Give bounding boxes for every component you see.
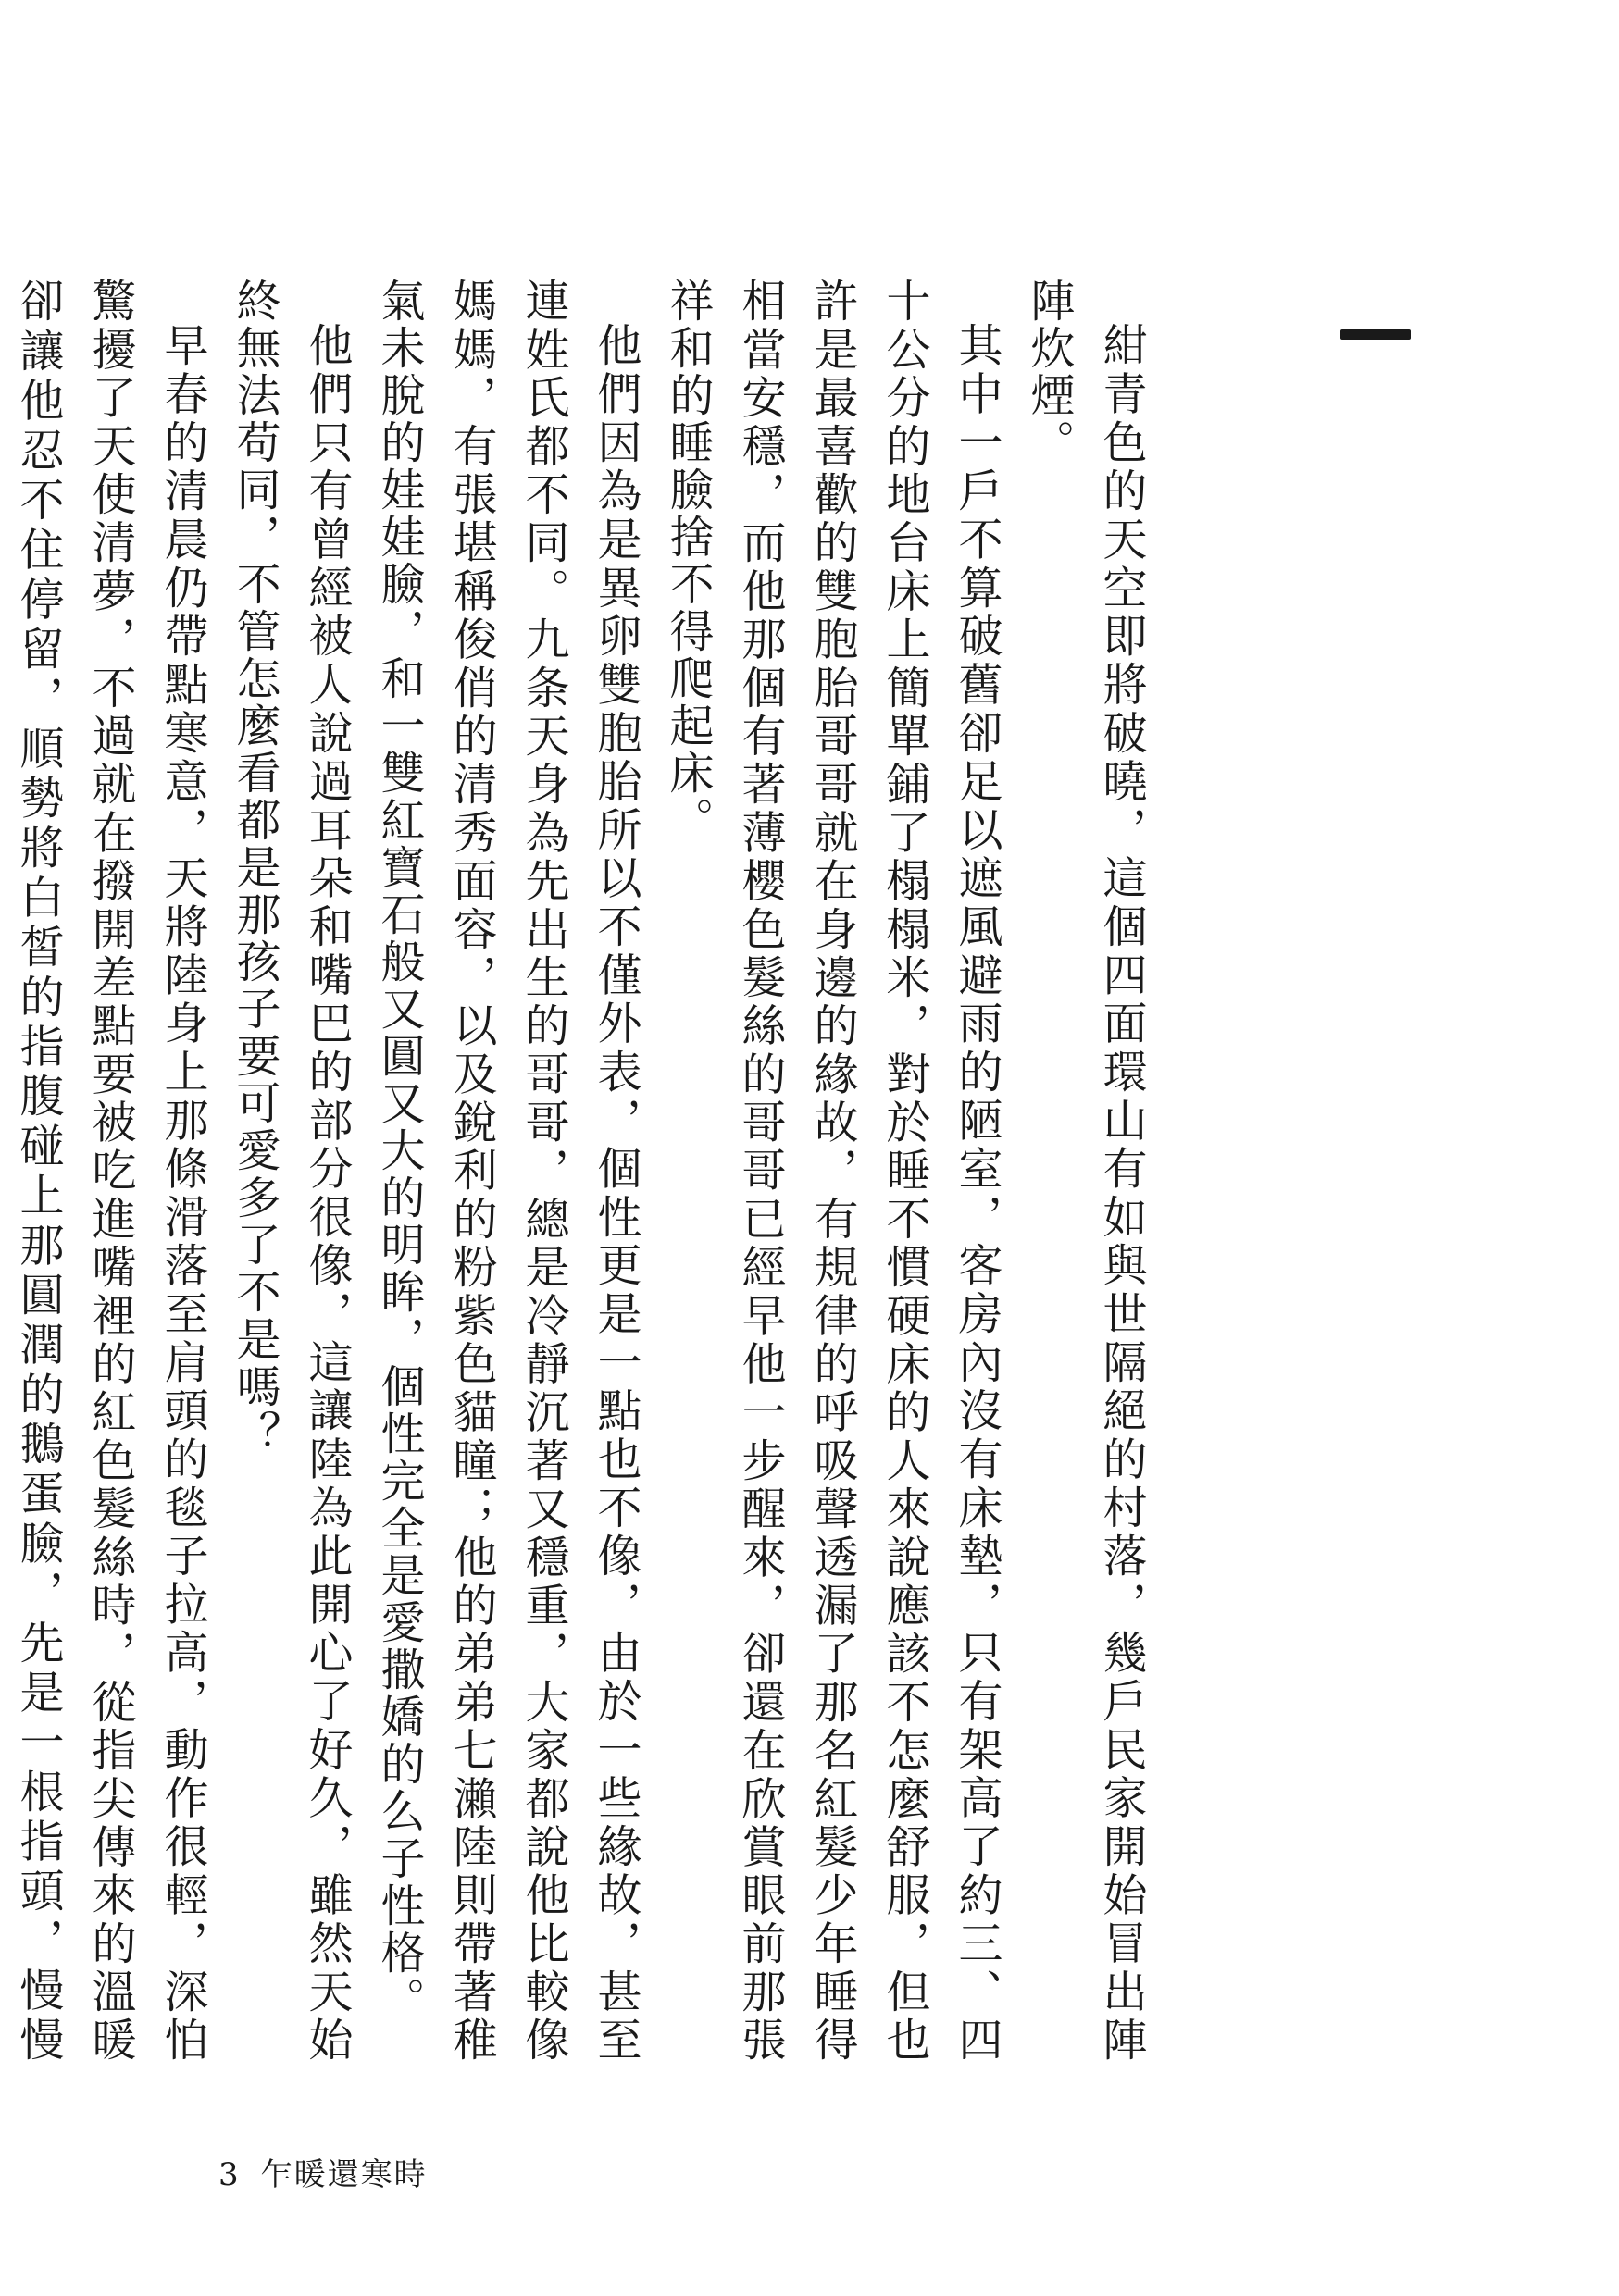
- body-text: [12, 278, 1157, 2064]
- page-number: 3: [218, 2156, 241, 2193]
- paragraph-5: 早春的清晨仍帶點寒意，天將陸身上那條滑落至肩頭的毯子拉高，動作很輕，深怕驚擾了天使清夢，不過就在撥開差點要被吃進嘴裡的紅色髮絲時，從指尖傳來的溫暖卻讓他忍不住停留，順勢將白皙的指腹碰上那圓潤的鵝蛋臉，先是一根指頭，慢慢: [12, 278, 208, 2064]
- chapter-number-glyph: [1340, 329, 1411, 340]
- book-title: 乍暖還寒時: [260, 2156, 428, 2193]
- paragraph-4: 他們只有曾經被人說過耳朵和嘴巴的部分很像，這讓陸為此開心了好久，雖然天始終無法苟同，不管怎麼看都是那孩子要可愛多了不是嗎？: [229, 278, 353, 2064]
- paragraph-1: 紺青色的天空即將破曉，這個四面環山有如與世隔絕的村落，幾戶民家開始冒出陣陣炊煙。: [1023, 278, 1147, 2064]
- paragraph-2: 其中一戶不算破舊卻足以遮風避雨的陋室，客房內沒有床墊，只有架高了約三、四十公分的地台床上簡單鋪了榻榻米，對於睡不慣硬床的人來說應該不怎麼舒服，但也許是最喜歡的雙胞胎哥哥就在身邊的緣故，有規律的呼吸聲透漏了那名紅髮少年睡得相當安穩，而他那個有著薄櫻色髮絲的哥哥已經早他一步醒來，卻還在欣賞眼前那張祥和的睡臉捨不得爬起床。: [662, 278, 1003, 2064]
- page-footer: [218, 2149, 428, 2194]
- chapter-heading: [1333, 296, 1416, 379]
- paragraph-3: 他們因為是異卵雙胞胎所以不僅外表，個性更是一點也不像，由於一些緣故，甚至連姓氏都不同。九条天身為先出生的哥哥，總是冷靜沉著又穩重，大家都說他比較像媽媽，有張堪稱俊俏的清秀面容，以及銳利的粉紫色貓瞳；他的弟弟七瀨陸則帶著稚氣未脫的娃娃臉，和一雙紅寶石般又圓又大的明眸，個性完全是愛撒嬌的么子性格。: [373, 278, 641, 2064]
